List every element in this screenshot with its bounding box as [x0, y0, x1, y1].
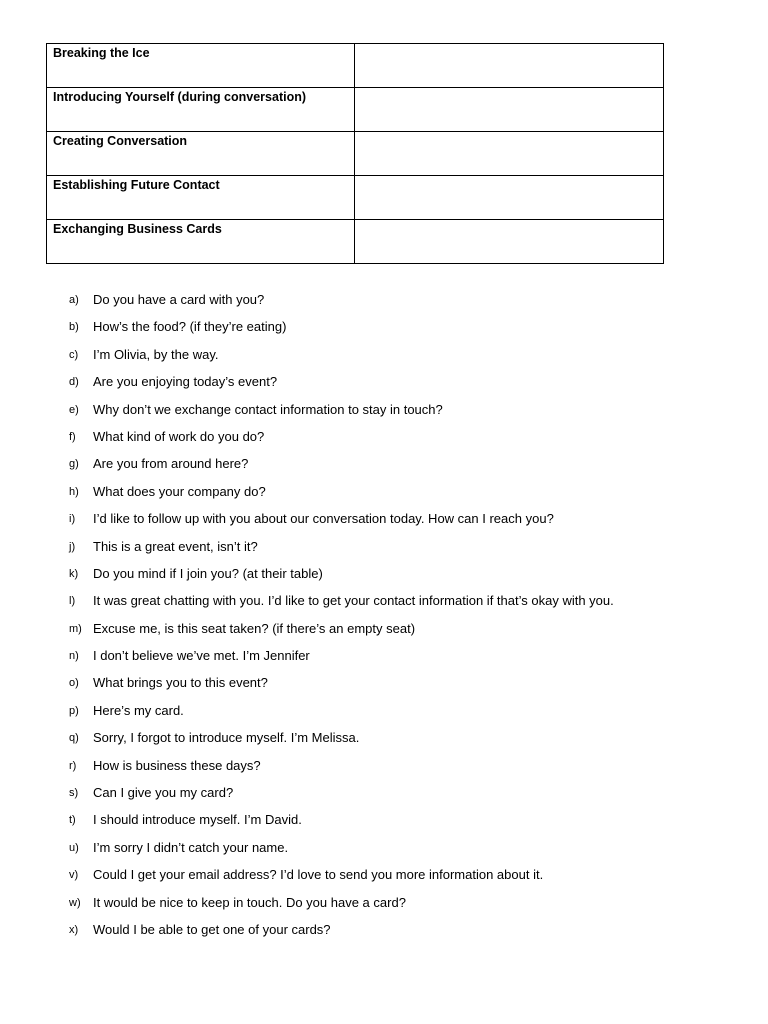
phrase-letter: g) [69, 458, 79, 471]
phrase-item [0, 673, 768, 700]
phrase-text: Are you enjoying today’s event? [93, 374, 278, 390]
phrase-text: Do you have a card with you? [93, 292, 265, 307]
category-answer-cell [355, 176, 664, 220]
phrase-text: Could I get your email address? I’d love to send you more information about it. [93, 867, 544, 883]
phrase-text: Would I be able to get one of your cards? [93, 921, 331, 937]
phrase-item [0, 756, 768, 783]
category-label: Exchanging Business Cards [47, 220, 355, 264]
phrase-item [0, 591, 768, 618]
phrase-item [0, 920, 768, 947]
phrase-item [0, 345, 768, 372]
phrase-letter: u) [69, 841, 79, 854]
phrase-text: Here’s my card. [93, 702, 184, 718]
phrase-item [0, 728, 768, 755]
phrase-letter: s) [69, 787, 79, 800]
phrase-letter: x) [69, 923, 79, 936]
category-answer-cell [355, 220, 664, 264]
phrase-item [0, 509, 768, 536]
phrase-text: Sorry, I forgot to introduce myself. I’m Melissa. [93, 730, 360, 746]
phrase-letter: k) [69, 567, 79, 580]
phrase-text: Do you mind if I join you? (at their table) [93, 565, 323, 581]
phrase-text: Why don’t we exchange contact information to stay in touch? [93, 401, 443, 417]
phrase-item [0, 701, 768, 728]
phrase-text: I’m sorry I didn’t catch your name. [93, 839, 289, 855]
phrase-text: How’s the food? (if they’re eating) [93, 319, 287, 335]
phrase-item [0, 810, 768, 837]
phrase-letter: c) [69, 348, 79, 361]
phrase-letter: i) [69, 513, 76, 526]
category-label: Breaking the Ice [47, 44, 355, 88]
category-answer-cell [355, 132, 664, 176]
category-label: Establishing Future Contact [47, 176, 355, 220]
phrase-item [0, 454, 768, 481]
phrase-text: Are you from around here? [93, 456, 249, 472]
phrase-text: I should introduce myself. I’m David. [93, 812, 302, 828]
phrase-item [0, 427, 768, 454]
category-table-body [47, 44, 664, 264]
phrase-list [0, 290, 768, 947]
phrase-text: I’m Olivia, by the way. [93, 346, 219, 362]
phrase-item [0, 482, 768, 509]
phrase-letter: l) [69, 595, 76, 608]
phrase-letter: e) [69, 403, 79, 416]
category-row [47, 132, 664, 176]
category-row [47, 220, 664, 264]
category-label: Introducing Yourself (during conversation) [47, 88, 355, 132]
phrase-item [0, 290, 768, 317]
phrase-item [0, 537, 768, 564]
phrase-item [0, 893, 768, 920]
phrase-letter: t) [69, 814, 76, 827]
phrase-text: It was great chatting with you. I’d like to get your contact information if that’s okay with you. [93, 593, 614, 609]
phrase-item [0, 619, 768, 646]
phrase-letter: h) [69, 485, 79, 498]
phrase-item [0, 838, 768, 865]
phrase-item [0, 783, 768, 810]
phrase-letter: d) [69, 376, 79, 389]
phrase-text: Can I give you my card? [93, 785, 234, 801]
category-row [47, 44, 664, 88]
phrase-letter: w) [69, 896, 81, 909]
phrase-text: What does your company do? [93, 483, 266, 499]
phrase-letter: v) [69, 869, 79, 882]
phrase-item [0, 646, 768, 673]
phrase-letter: j) [69, 540, 76, 553]
phrase-letter: r) [69, 759, 77, 772]
phrase-item [0, 564, 768, 591]
phrase-text: Excuse me, is this seat taken? (if there’s an empty seat) [93, 620, 416, 636]
phrase-letter: n) [69, 650, 79, 663]
phrase-letter: q) [69, 732, 79, 745]
phrase-text: This is a great event, isn’t it? [93, 538, 258, 554]
phrase-text: What kind of work do you do? [93, 428, 265, 444]
category-answer-cell [355, 88, 664, 132]
phrase-item [0, 865, 768, 892]
category-row [47, 176, 664, 220]
phrase-letter: o) [69, 677, 79, 690]
category-table [46, 43, 664, 264]
phrase-item [0, 400, 768, 427]
phrase-text: How is business these days? [93, 757, 261, 773]
category-label: Creating Conversation [47, 132, 355, 176]
phrase-text: I’d like to follow up with you about our conversation today. How can I reach you? [93, 511, 554, 527]
phrase-letter: f) [69, 430, 76, 443]
phrase-item [0, 317, 768, 344]
phrase-letter: a) [69, 294, 79, 306]
phrase-text: I don’t believe we’ve met. I’m Jennifer [93, 648, 310, 664]
phrase-letter: b) [69, 321, 79, 334]
phrase-letter: p) [69, 704, 79, 717]
phrase-letter: m) [69, 622, 82, 635]
phrase-text: It would be nice to keep in touch. Do you have a card? [93, 894, 406, 910]
phrase-item [0, 372, 768, 399]
phrase-text: What brings you to this event? [93, 675, 268, 691]
category-row [47, 88, 664, 132]
category-answer-cell [355, 44, 664, 88]
